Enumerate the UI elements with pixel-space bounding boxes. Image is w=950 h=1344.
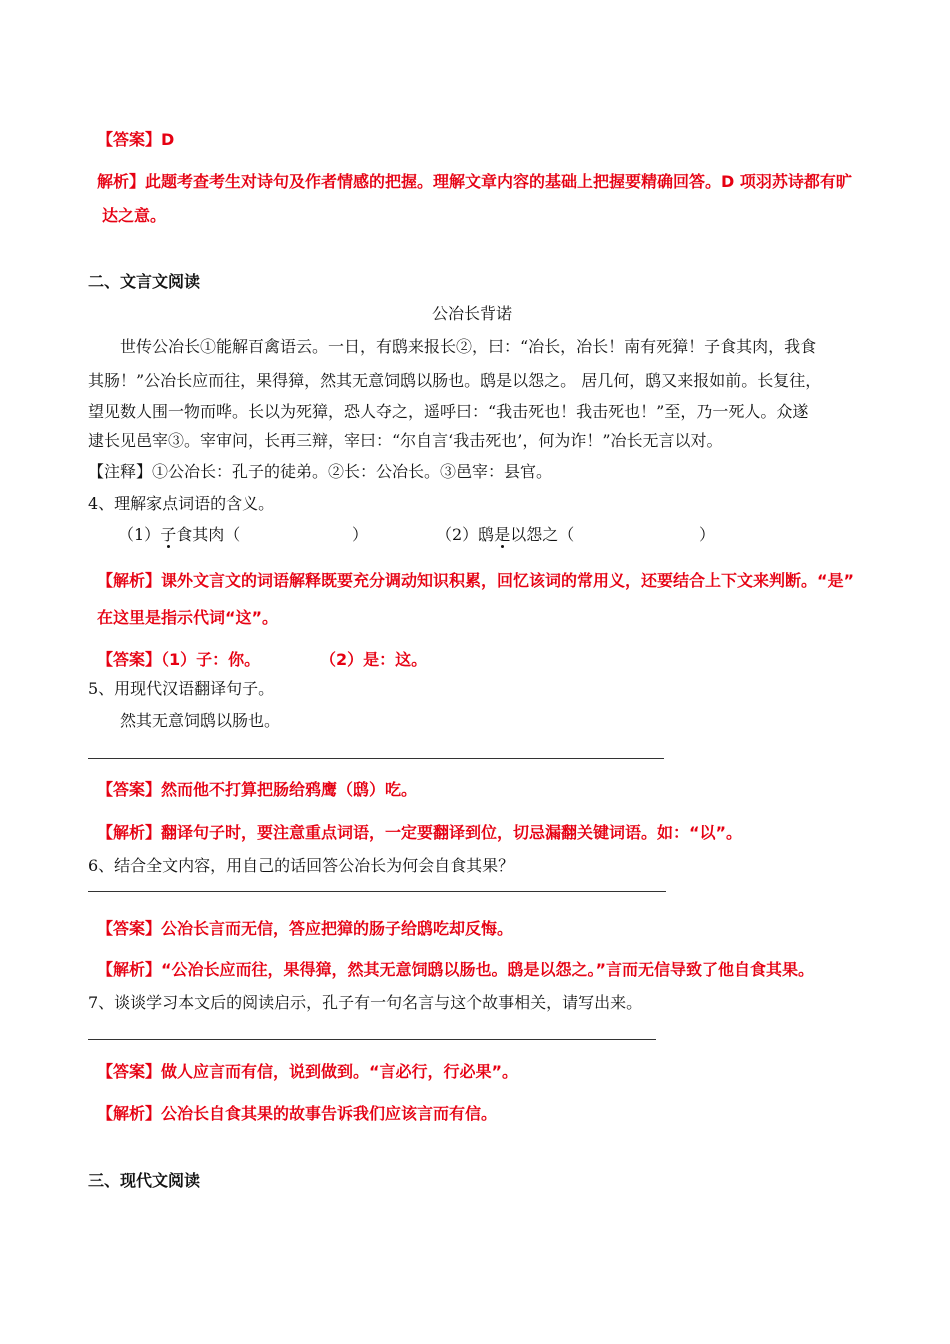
q7-analysis: 【解析】公冶长自食其果的故事告诉我们应该言而有信。 bbox=[97, 1104, 498, 1123]
passage-note: 【注释】①公冶长：孔子的徒弟。②长：公冶长。③邑宰：县官。 bbox=[88, 462, 553, 481]
q4-item-2 bbox=[436, 525, 574, 545]
section2-heading: 二、文言文阅读 bbox=[88, 272, 201, 291]
q4-item-1 bbox=[118, 525, 240, 545]
q6-analysis: 【解析】“公冶长应而往，果得獐，然其无意饲鸱以肠也。鸱是以怨之。”言而无信导致了他自食其果。 bbox=[97, 960, 815, 979]
q4-analysis-line1: 【解析】课外文言文的词语解释既要充分调动知识积累，回忆该词的常用义，还要结合上下文来判断。“是” bbox=[97, 571, 855, 590]
passage-line-2: 其肠！”公冶长应而往，果得獐，然其无意饲鸱以肠也。鸱是以怨之。 居几何，鸱又来报如前。长复往， bbox=[88, 371, 822, 390]
q3-analysis-line1: 解析】此题考查考生对诗句及作者情感的把握。理解文章内容的基础上把握要精确回答。D 项羽苏诗都有旷 bbox=[97, 172, 852, 191]
passage-line-1: 世传公冶长①能解百禽语云。一日，有鸱来报长②，曰：“冶长，冶长！南有死獐！子食其肉，我食 bbox=[120, 337, 817, 356]
q4-answer-part2: （2）是：这。 bbox=[320, 650, 428, 669]
q7-answer: 【答案】做人应言而有信，说到做到。“言必行，行必果”。 bbox=[97, 1062, 519, 1081]
q4-analysis-line2: 在这里是指示代词“这”。 bbox=[97, 608, 279, 627]
q4-answer-part1: 【答案】（1）子：你。 bbox=[97, 650, 261, 669]
q4-item-2-prefix: （2）鸱 bbox=[436, 525, 495, 544]
q4-item-1-text: 食其肉（ bbox=[176, 525, 241, 544]
q6-answer-line[interactable] bbox=[88, 891, 666, 892]
q7-prompt: 7、谈谈学习本文后的阅读启示，孔子有一句名言与这个故事相关，请写出来。 bbox=[88, 993, 643, 1012]
q4-item-1-prefix: （1） bbox=[118, 525, 161, 544]
q3-answer: 【答案】D bbox=[97, 130, 175, 149]
q5-prompt: 5、用现代汉语翻译句子。 bbox=[88, 679, 275, 698]
q3-analysis-line2: 达之意。 bbox=[102, 206, 167, 225]
passage-line-3: 望见数人围一物而哗。长以为死獐，恐人夺之，遥呼曰：“我击死也！我击死也！”至，乃一死人。众遂 bbox=[88, 402, 809, 421]
q4-item-2-close: ） bbox=[699, 525, 716, 544]
q4-item-2-text: 以怨之（ bbox=[510, 525, 575, 544]
passage-title: 公冶长背诺 bbox=[432, 304, 513, 323]
q4-item-1-dotted-char: 子 bbox=[160, 525, 177, 544]
q5-sentence: 然其无意饲鸱以肠也。 bbox=[120, 711, 281, 730]
q6-answer: 【答案】公冶长言而无信，答应把獐的肠子给鸱吃却反悔。 bbox=[97, 919, 514, 938]
q6-prompt: 6、结合全文内容，用自己的话回答公冶长为何会自食其果？ bbox=[88, 856, 515, 875]
passage-line-4: 逮长见邑宰③。宰审问，长再三辩，宰曰：“尔自言‘我击死也’，何为诈！”冶长无言以对。 bbox=[88, 431, 723, 450]
q7-answer-line[interactable] bbox=[88, 1039, 656, 1040]
q4-prompt: 4、理解家点词语的含义。 bbox=[88, 494, 275, 513]
q5-analysis: 【解析】翻译句子时，要注意重点词语，一定要翻译到位，切忌漏翻关键词语。如：“以”。 bbox=[97, 823, 743, 842]
section3-heading: 三、现代文阅读 bbox=[88, 1171, 201, 1190]
q4-item-1-close: ） bbox=[352, 525, 369, 544]
q5-answer-line[interactable] bbox=[88, 758, 664, 759]
q4-item-2-dotted-char: 是 bbox=[494, 525, 511, 544]
q5-answer: 【答案】然而他不打算把肠给鸦鹰（鸱）吃。 bbox=[97, 780, 418, 799]
